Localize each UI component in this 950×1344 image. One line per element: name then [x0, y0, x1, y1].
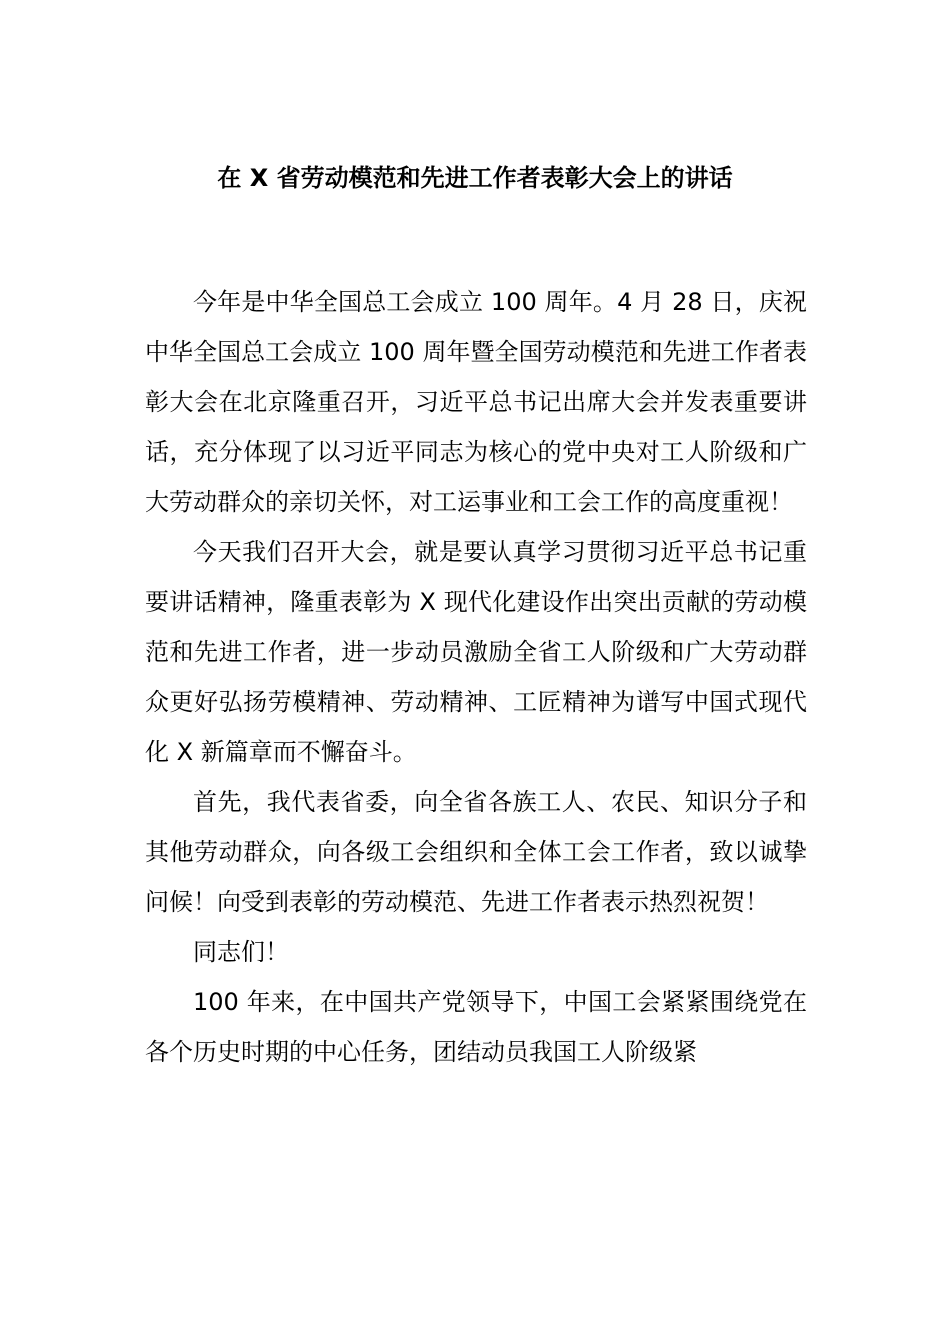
paragraph-3: 首先，我代表省委，向全省各族工人、农民、知识分子和其他劳动群众，向各级工会组织和全体工会工作者，致以诚挚问候！向受到表彰的劳动模范、先进工作者表示热烈祝贺！ [145, 788, 807, 916]
paragraph-5: 100 年来，在中国共产党领导下，中国工会紧紧围绕党在各个历史时期的中心任务，团结动员我国工人阶级紧 [145, 988, 807, 1066]
paragraph-1: 今年是中华全国总工会成立 100 周年。4 月 28 日，庆祝中华全国总工会成立 100 周年暨全国劳动模范和先进工作者表彰大会在北京隆重召开，习近平总书记出席大会并发表重要讲话，充分体现了以习近平同志为核心的党中央对工人阶级和广大劳动群众的亲切关怀，对工运事业和工会工作的高度重视！ [145, 288, 807, 516]
document-body [145, 277, 807, 1077]
document-title: 在 X 省劳动模范和先进工作者表彰大会上的讲话 [217, 164, 733, 192]
paragraph-2: 今天我们召开大会，就是要认真学习贯彻习近平总书记重要讲话精神，隆重表彰为 X 现代化建设作出突出贡献的劳动模范和先进工作者，进一步动员激励全省工人阶级和广大劳动群众更好弘扬劳模精神、劳动精神、工匠精神为谱写中国式现代化 X 新篇章而不懈奋斗。 [145, 538, 807, 766]
paragraph-4: 同志们！ [193, 938, 289, 966]
